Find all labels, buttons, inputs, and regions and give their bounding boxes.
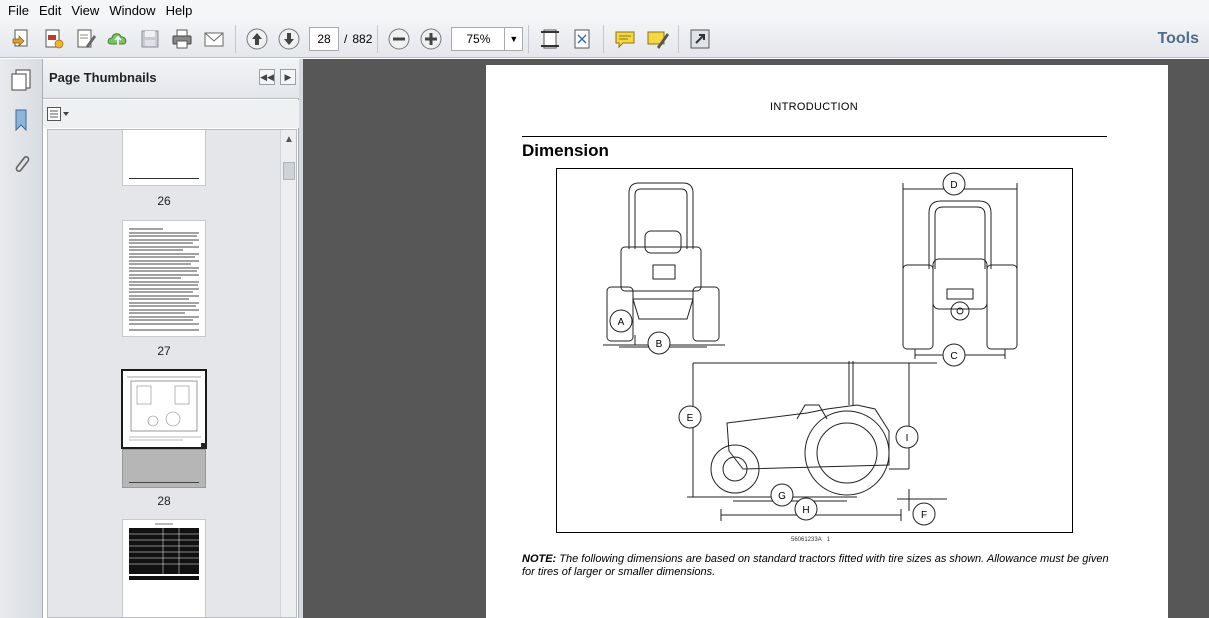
collapse-panel-button[interactable]: ◀◀: [259, 69, 275, 85]
toolbar-separator: [678, 25, 679, 53]
highlighter-icon: [645, 27, 669, 51]
toolbar-separator: [528, 25, 529, 53]
open-folder-icon: [10, 27, 34, 51]
page-text-preview: [123, 221, 205, 336]
callout-e: E: [686, 413, 694, 424]
plus-icon: [419, 27, 443, 51]
minus-icon: [387, 27, 411, 51]
thumbnail-page[interactable]: [122, 129, 206, 186]
page-number-input[interactable]: 28: [309, 27, 339, 51]
printer-icon: [170, 27, 194, 51]
options-list-icon: [47, 107, 71, 121]
tools-link[interactable]: Tools: [1157, 30, 1199, 47]
fit-width-icon: [538, 27, 562, 51]
arrow-down-icon: [277, 27, 301, 51]
thumbnails-panel: [43, 59, 299, 618]
attachment-icon[interactable]: [8, 151, 34, 177]
toolbar-separator: [235, 25, 236, 53]
menu-file[interactable]: File: [8, 2, 29, 18]
page-thumbnails-icon[interactable]: [8, 67, 34, 93]
create-pdf-icon: [42, 27, 66, 51]
thumbnail-page-selected[interactable]: [121, 369, 207, 449]
tractor-dimension-diagram: [557, 169, 1072, 532]
menu-window[interactable]: Window: [109, 2, 156, 18]
section-title: Dimension: [522, 141, 609, 160]
thumbnail-options-bar: [43, 100, 299, 128]
callout-g: G: [778, 491, 786, 502]
chevron-down-icon[interactable]: ▼: [504, 28, 522, 50]
edit-document-button[interactable]: [71, 24, 101, 54]
page-figure-preview: [123, 371, 205, 447]
thumbnail-label: 28: [157, 494, 171, 508]
toolbar: [0, 20, 1209, 58]
note-label: NOTE:: [522, 553, 557, 565]
email-button[interactable]: [199, 24, 229, 54]
callout-d: D: [950, 180, 958, 191]
thumbnail-page[interactable]: [122, 220, 206, 337]
thumbnail-page[interactable]: [122, 519, 206, 618]
header-rule: [522, 136, 1107, 137]
fit-page-icon: [570, 27, 594, 51]
callout-i: I: [905, 433, 909, 444]
cloud-upload-icon: [106, 27, 130, 51]
open-button[interactable]: [7, 24, 37, 54]
thumbnail-view-area: [122, 449, 206, 488]
document-view[interactable]: [303, 59, 1209, 618]
document-page: [486, 65, 1168, 618]
panel-title: Page Thumbnails: [49, 70, 157, 85]
floppy-disk-icon: [138, 27, 162, 51]
previous-page-button[interactable]: [242, 24, 272, 54]
page-table-preview: [123, 520, 205, 618]
full-screen-button[interactable]: [685, 24, 715, 54]
chevron-right-icon[interactable]: ▶: [280, 69, 296, 85]
print-button[interactable]: [167, 24, 197, 54]
menu-help[interactable]: Help: [165, 2, 193, 18]
note-text: The following dimensions are based on standard tractors fitted with tire sizes as shown. Allowance must be given for tires of larger or smaller dimensions.: [522, 553, 1109, 578]
create-pdf-button[interactable]: [39, 24, 69, 54]
callout-b: B: [655, 339, 663, 350]
menu-bar: [0, 0, 1209, 20]
upload-button[interactable]: [103, 24, 133, 54]
page-separator: /: [344, 31, 348, 46]
fit-width-button[interactable]: [535, 24, 565, 54]
menu-edit[interactable]: Edit: [38, 2, 62, 18]
zoom-in-button[interactable]: [416, 24, 446, 54]
figure-caption: [791, 537, 830, 543]
menu-view[interactable]: View: [71, 2, 100, 18]
edit-pen-icon: [74, 27, 98, 51]
thumbnails-header: [43, 59, 299, 99]
thumbnails-scrollbar[interactable]: [280, 130, 296, 617]
scrollbar-thumb[interactable]: [283, 162, 295, 180]
chevron-up-icon[interactable]: ▲: [284, 134, 294, 145]
page-total: 882: [352, 31, 373, 46]
figure-code: 56061233A: [791, 537, 822, 543]
highlight-button[interactable]: [642, 24, 672, 54]
bookmark-icon[interactable]: [8, 107, 34, 133]
figure-number: 1: [826, 537, 831, 543]
next-page-button[interactable]: [274, 24, 304, 54]
thumbnails-list[interactable]: [47, 129, 297, 618]
dimension-figure: [556, 168, 1073, 533]
toolbar-separator: [603, 25, 604, 53]
expand-icon: [688, 27, 712, 51]
navigation-rail: [0, 59, 43, 618]
callout-f: F: [920, 510, 928, 521]
zoom-select[interactable]: [451, 27, 523, 51]
arrow-up-icon: [245, 27, 269, 51]
save-button[interactable]: [135, 24, 165, 54]
zoom-out-button[interactable]: [384, 24, 414, 54]
callout-h: H: [802, 505, 810, 516]
fit-page-button[interactable]: [567, 24, 597, 54]
callout-c: C: [950, 351, 958, 362]
options-menu-button[interactable]: [47, 106, 71, 122]
callout-a: A: [617, 317, 625, 328]
zoom-value: 75%: [466, 31, 491, 46]
envelope-icon: [202, 27, 226, 51]
comment-button[interactable]: [610, 24, 640, 54]
thumbnail-label: 27: [157, 344, 171, 358]
toolbar-separator: [377, 25, 378, 53]
speech-bubble-icon: [613, 27, 637, 51]
note-paragraph: [522, 553, 1112, 579]
page-header: INTRODUCTION: [770, 101, 858, 113]
thumbnail-label: 26: [157, 194, 171, 208]
